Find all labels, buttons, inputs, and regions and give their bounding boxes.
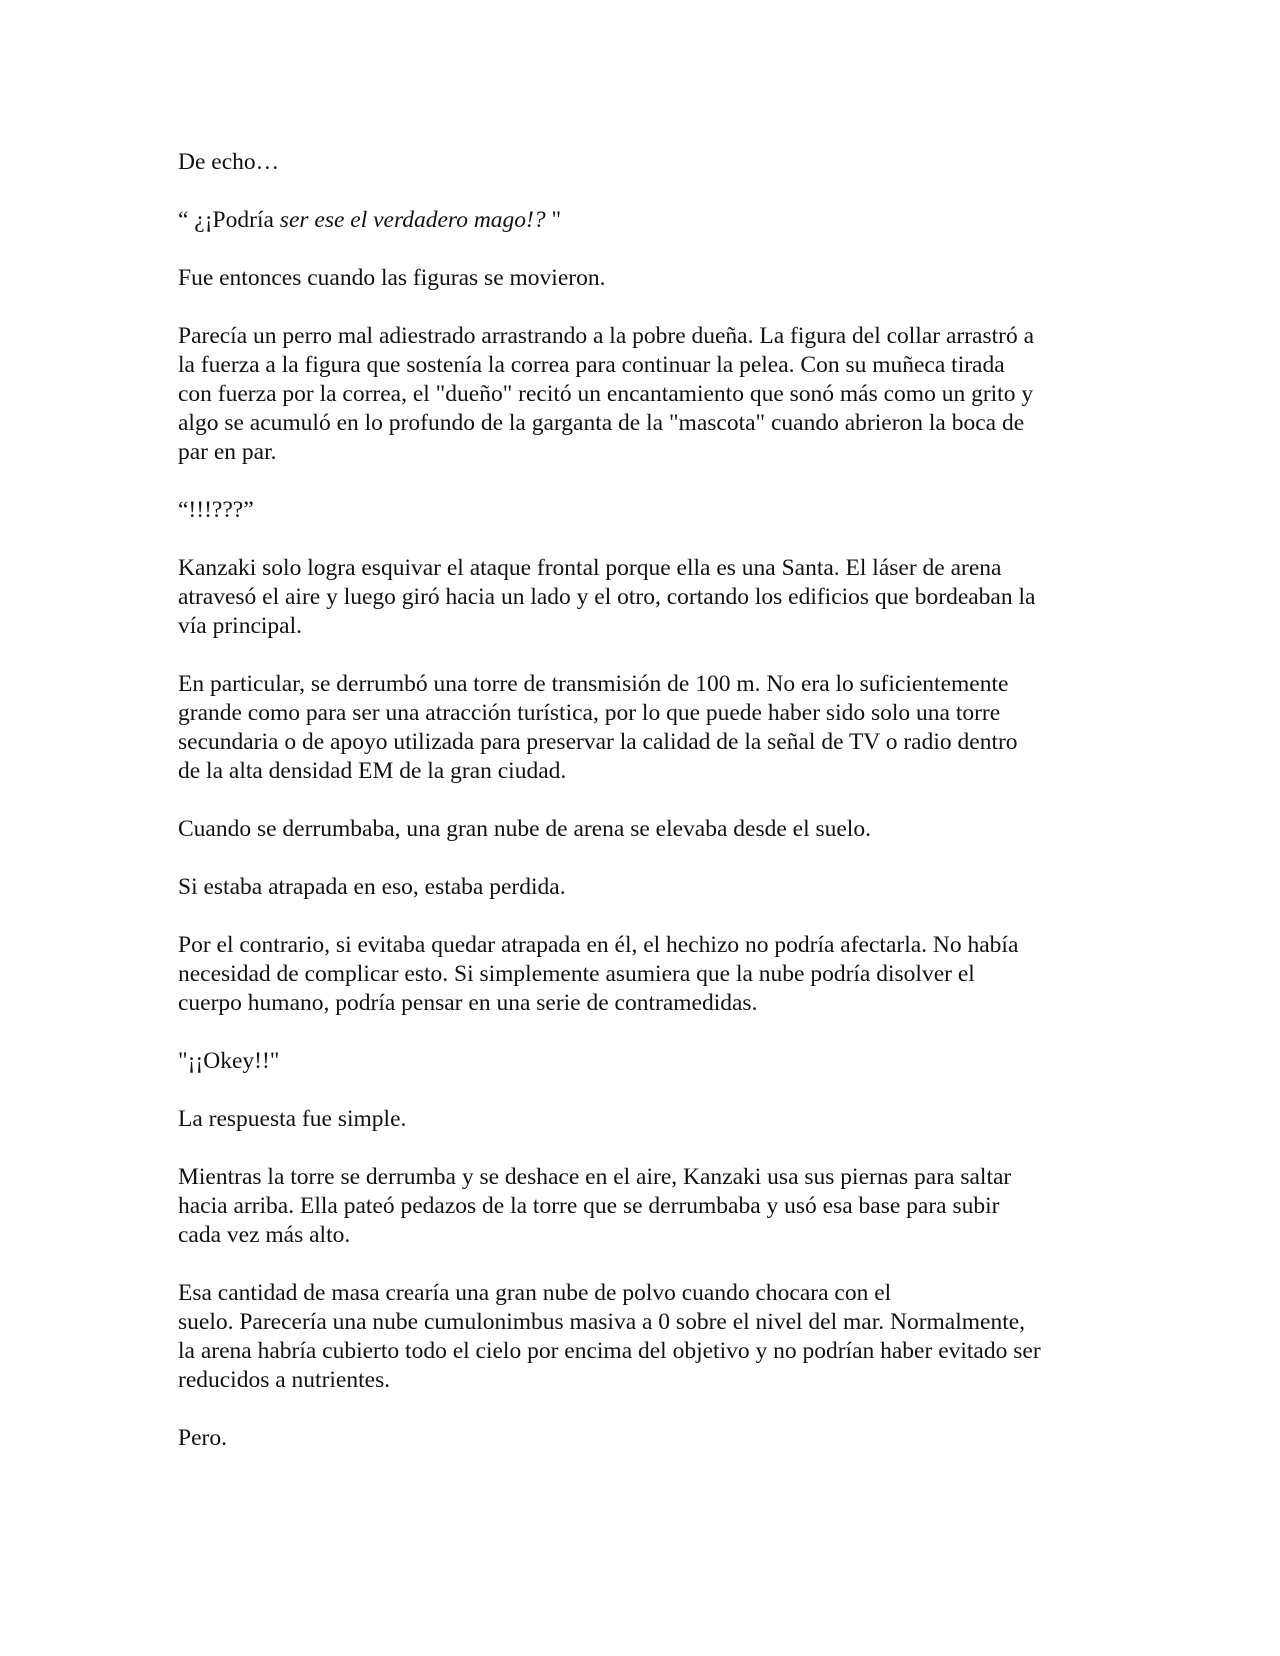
- paragraph: [178, 873, 1118, 902]
- text-line: la arena habría cubierto todo el cielo por encima del objetivo y no podrían haber evitado ser: [178, 1338, 1041, 1364]
- paragraph: [178, 931, 1118, 1018]
- quote-close: ": [551, 207, 562, 233]
- text-line: cuerpo humano, podría pensar en una serie de contramedidas.: [178, 990, 758, 1016]
- paragraph: [178, 554, 1118, 641]
- text-line: necesidad de complicar esto. Si simplemente asumiera que la nube podría disolver el: [178, 961, 975, 987]
- document-body: [178, 148, 1118, 1482]
- paragraph: [178, 496, 1118, 525]
- text-line: Pero.: [178, 1425, 227, 1451]
- paragraph: [178, 815, 1118, 844]
- paragraph-quote: [178, 206, 1118, 235]
- text-line: Si estaba atrapada en eso, estaba perdida.: [178, 874, 566, 900]
- text-line: Fue entonces cuando las figuras se movieron.: [178, 265, 606, 291]
- quote-italic: ser ese el verdadero mago!?: [279, 207, 552, 233]
- text-line: cada vez más alto.: [178, 1222, 351, 1248]
- text-line: hacia arriba. Ella pateó pedazos de la torre que se derrumbaba y usó esa base para subir: [178, 1193, 1000, 1219]
- paragraph: [178, 1163, 1118, 1250]
- text-line: vía principal.: [178, 613, 302, 639]
- paragraph: [178, 1424, 1118, 1453]
- text-line: Por el contrario, si evitaba quedar atrapada en él, el hechizo no podría afectarla. No había: [178, 932, 1019, 958]
- text-line: Mientras la torre se derrumba y se deshace en el aire, Kanzaki usa sus piernas para saltar: [178, 1164, 1012, 1190]
- text-line: atravesó el aire y luego giró hacia un lado y el otro, cortando los edificios que bordeaban la: [178, 584, 1036, 610]
- paragraph: [178, 670, 1118, 786]
- text-line: “!!!???”: [178, 497, 254, 523]
- text-line: grande como para ser una atracción turística, por lo que puede haber sido solo una torre: [178, 700, 1001, 726]
- paragraph: [178, 148, 1118, 177]
- text-line: Kanzaki solo logra esquivar el ataque frontal porque ella es una Santa. El láser de arena: [178, 555, 1002, 581]
- paragraph: [178, 1047, 1118, 1076]
- text-line: En particular, se derrumbó una torre de transmisión de 100 m. No era lo suficientemente: [178, 671, 1009, 697]
- text-line: algo se acumuló en lo profundo de la garganta de la "mascota" cuando abrieron la boca de: [178, 410, 1025, 436]
- paragraph: [178, 1279, 1118, 1395]
- text-line: "¡¡Okey!!": [178, 1048, 280, 1074]
- text-line: Parecía un perro mal adiestrado arrastrando a la pobre dueña. La figura del collar arrastró a: [178, 323, 1035, 349]
- text-line: par en par.: [178, 439, 277, 465]
- text-line: de la alta densidad EM de la gran ciudad.: [178, 758, 567, 784]
- text-line: la fuerza a la figura que sostenía la correa para continuar la pelea. Con su muñeca tirada: [178, 352, 1005, 378]
- text-line: La respuesta fue simple.: [178, 1106, 407, 1132]
- paragraph: [178, 1105, 1118, 1134]
- text-line: De echo…: [178, 149, 280, 175]
- text-line: suelo. Parecería una nube cumulonimbus masiva a 0 sobre el nivel del mar. Normalmente,: [178, 1309, 1026, 1335]
- quote-open: “ ¿¡Podría: [178, 207, 280, 233]
- paragraph: [178, 322, 1118, 467]
- text-line: con fuerza por la correa, el "dueño" recitó un encantamiento que sonó más como un grito y: [178, 381, 1034, 407]
- text-line: reducidos a nutrientes.: [178, 1367, 391, 1393]
- paragraph: [178, 264, 1118, 293]
- text-line: Esa cantidad de masa crearía una gran nube de polvo cuando chocara con el: [178, 1280, 892, 1306]
- text-line: Cuando se derrumbaba, una gran nube de arena se elevaba desde el suelo.: [178, 816, 871, 842]
- text-line: secundaria o de apoyo utilizada para preservar la calidad de la señal de TV o radio dentro: [178, 729, 1018, 755]
